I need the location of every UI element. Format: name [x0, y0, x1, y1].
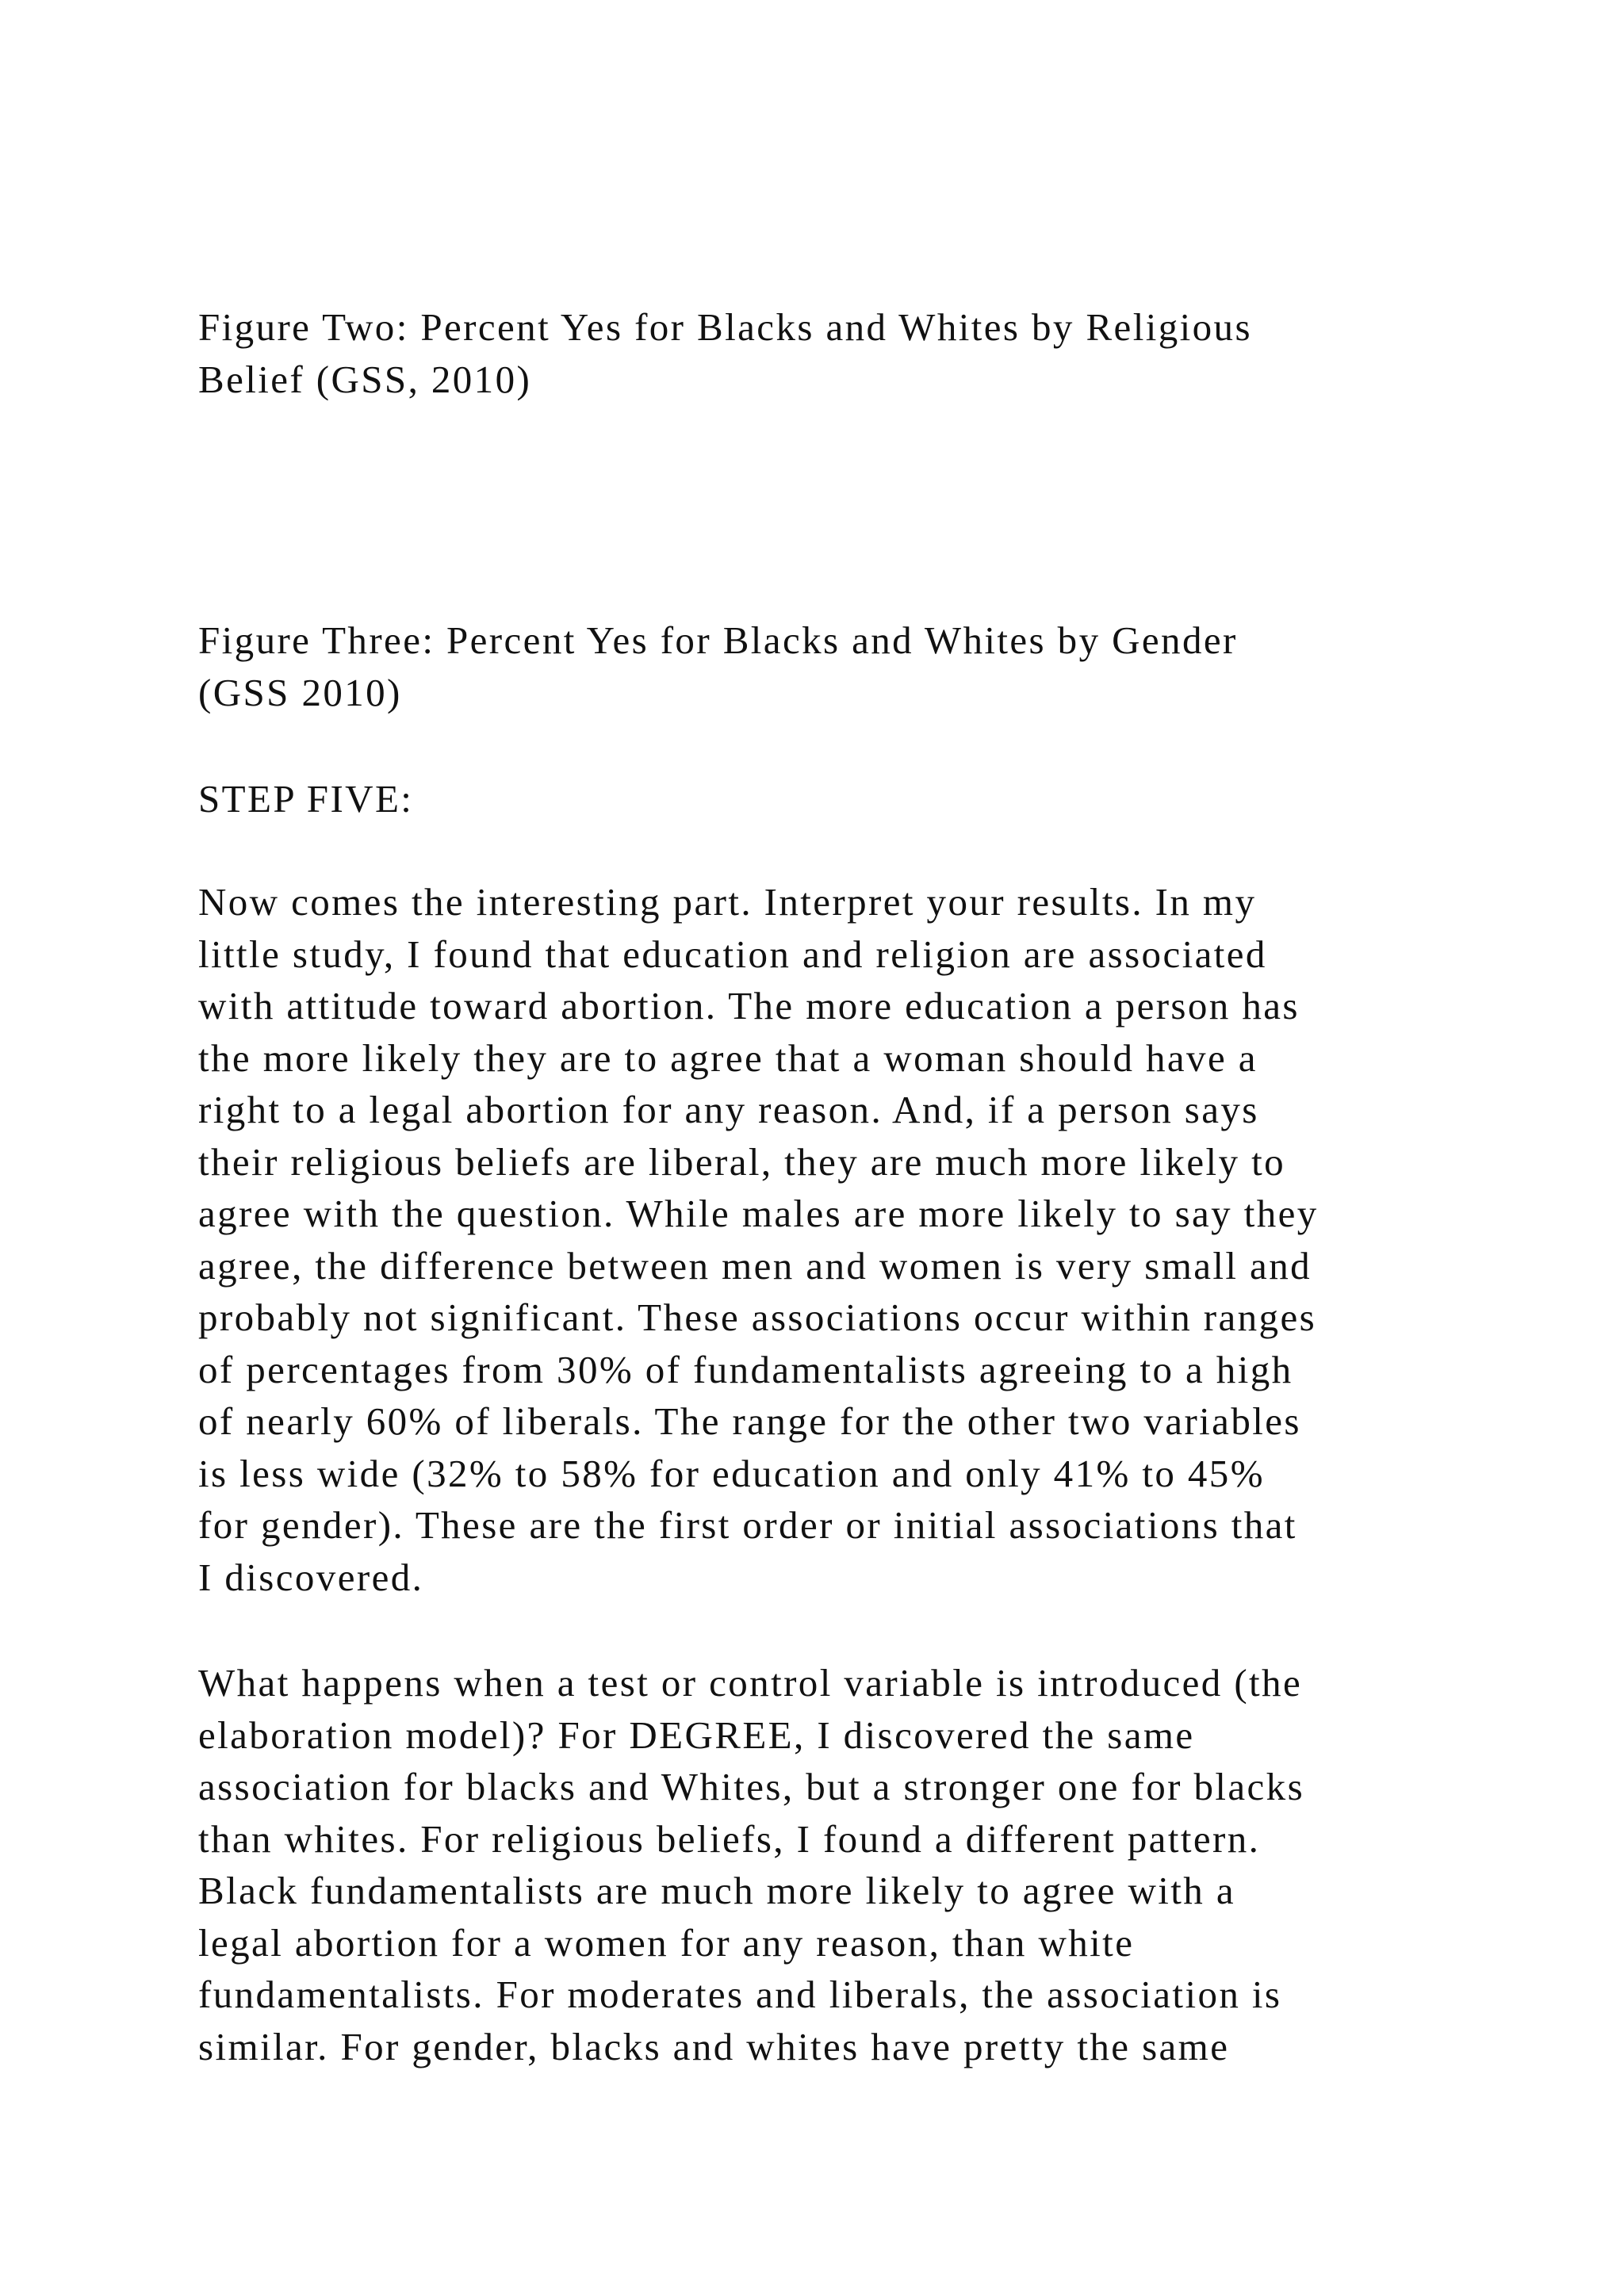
paragraph-line: probably not significant. These associations occur within ranges — [198, 1295, 1317, 1339]
caption-line: (GSS 2010) — [198, 670, 402, 714]
caption-line: Figure Two: Percent Yes for Blacks and Whites by Religious — [198, 305, 1252, 349]
paragraph-line: little study, I found that education and religion are associated — [198, 932, 1267, 976]
paragraph-line: fundamentalists. For moderates and liberals, the association is — [198, 1973, 1282, 2016]
paragraph-line: with attitude toward abortion. The more education a person has — [198, 984, 1300, 1027]
step-five-heading — [198, 773, 1515, 825]
paragraph-line: the more likely they are to agree that a woman should have a — [198, 1035, 1258, 1080]
paragraph-line: I discovered. — [198, 1555, 424, 1599]
paragraph-line: their religious beliefs are liberal, they are much more likely to — [198, 1139, 1286, 1184]
paragraph-elaboration — [198, 1657, 1515, 2072]
paragraph-interpretation — [198, 876, 1515, 1603]
paragraph-line: of percentages from 30% of fundamentalists agreeing to a high — [198, 1347, 1293, 1391]
paragraph-line: is less wide (32% to 58% for education and only 41% to 45% — [198, 1451, 1265, 1495]
paragraph-line: agree, the difference between men and women is very small and — [198, 1243, 1312, 1288]
section-heading: STEP FIVE: — [198, 777, 414, 821]
paragraph-line: legal abortion for a women for any reason, than white — [198, 1920, 1135, 1965]
paragraph-line: What happens when a test or control variable is introduced (the — [198, 1661, 1303, 1705]
paragraph-line: of nearly 60% of liberals. The range for the other two variables — [198, 1399, 1301, 1443]
paragraph-line: than whites. For religious beliefs, I found a different pattern. — [198, 1816, 1261, 1861]
paragraph-line: similar. For gender, blacks and whites have pretty the same — [198, 2024, 1230, 2068]
caption-line: Belief (GSS, 2010) — [198, 357, 532, 401]
paragraph-line: for gender). These are the first order or initial associations that — [198, 1503, 1297, 1547]
paragraph-line: Now comes the interesting part. Interpret your results. In my — [198, 880, 1257, 924]
caption-line: Figure Three: Percent Yes for Blacks and Whites by Gender — [198, 618, 1238, 662]
paragraph-line: association for blacks and Whites, but a stronger one for blacks — [198, 1765, 1305, 1808]
figure-two-caption — [198, 301, 1515, 405]
figure-three-caption — [198, 614, 1515, 718]
paragraph-line: agree with the question. While males are more likely to say they — [198, 1192, 1319, 1235]
paragraph-line: right to a legal abortion for any reason. And, if a person says — [198, 1088, 1259, 1131]
paragraph-line: Black fundamentalists are much more likely to agree with a — [198, 1869, 1235, 1912]
paragraph-line: elaboration model)? For DEGREE, I discovered the same — [198, 1712, 1195, 1757]
